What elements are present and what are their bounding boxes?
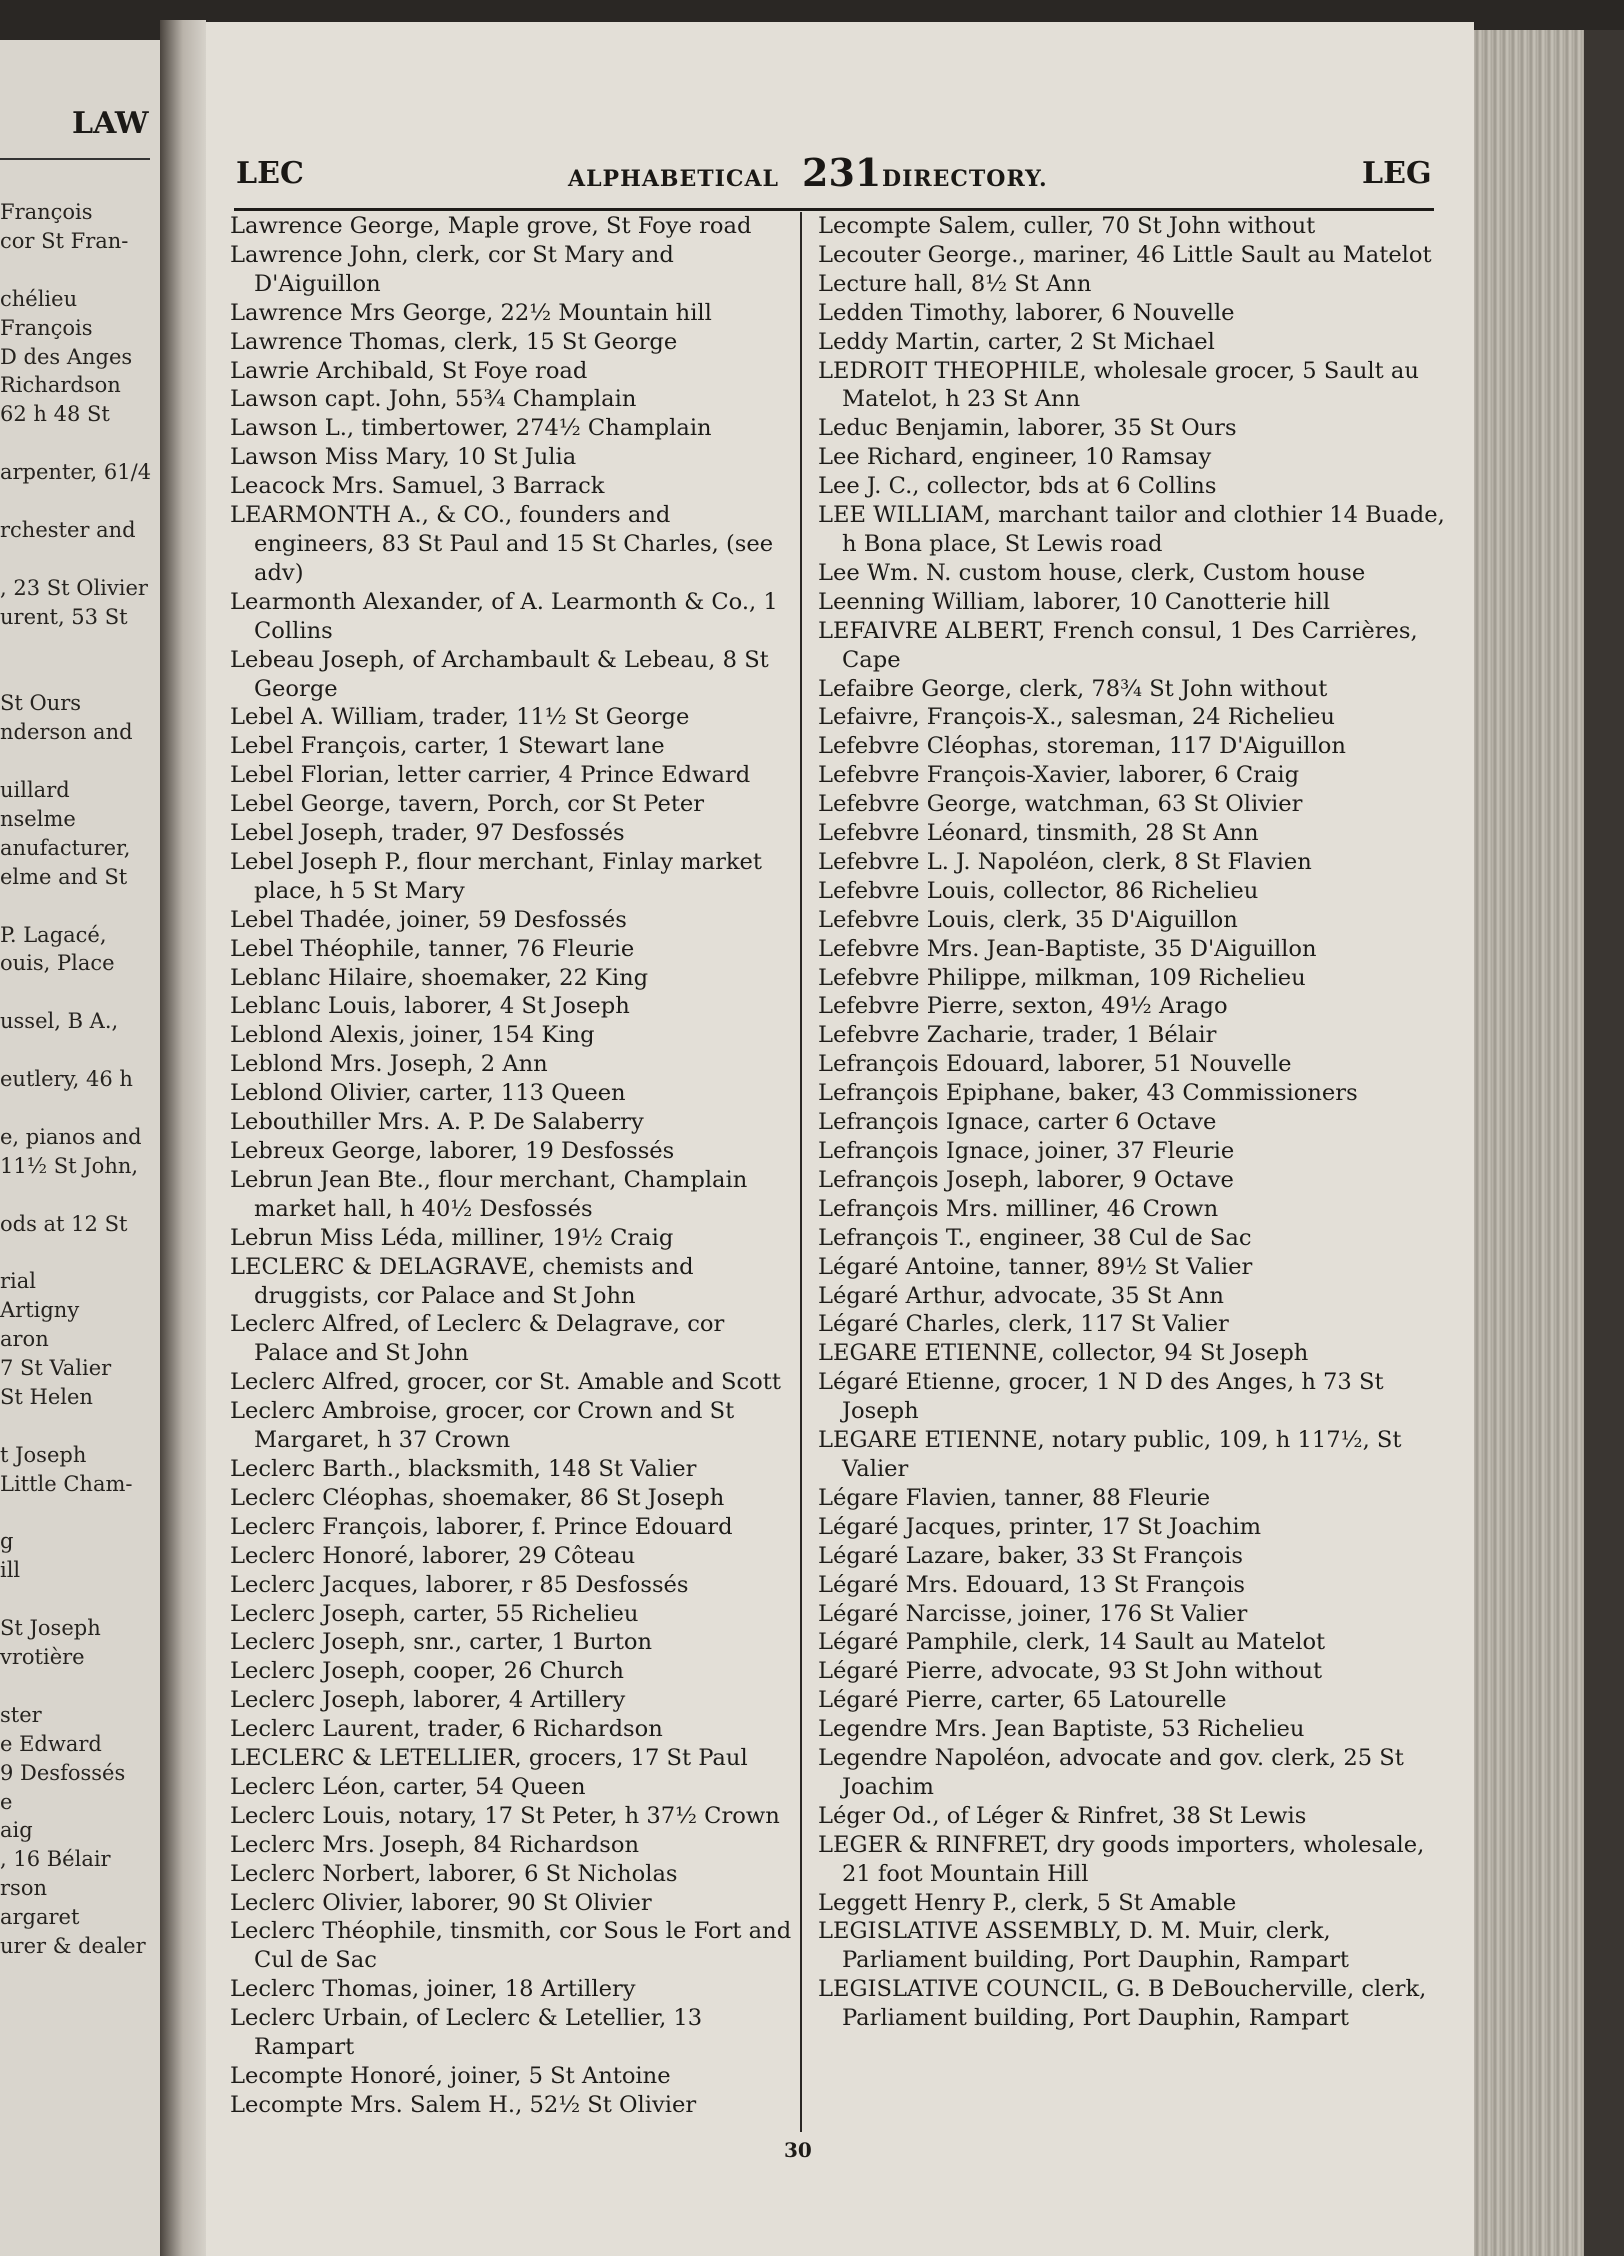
directory-entry: LEGER & RINFRET, dry goods importers, wholesale, 21 foot Mountain Hill (818, 1831, 1425, 1887)
facing-page-text-fragment: François (0, 200, 93, 224)
directory-entry: Légaré Etienne, grocer, 1 N D des Anges, h 73 St Joseph (818, 1369, 1384, 1425)
directory-entry: Lee Wm. N. custom house, clerk, Custom house (818, 559, 1366, 586)
directory-entry: LEGARE ETIENNE, collector, 94 St Joseph (818, 1340, 1309, 1367)
column-rule (800, 212, 802, 2132)
directory-entry: Lefebvre Philippe, milkman, 109 Richelieu (818, 964, 1306, 991)
directory-entry: Lefebvre François-Xavier, laborer, 6 Craig (818, 762, 1300, 789)
facing-page-text-fragment: argaret (0, 1905, 80, 1930)
facing-page-text-fragment: St Ours (0, 691, 82, 716)
directory-entry: Lebreux George, laborer, 19 Desfossés (230, 1138, 675, 1164)
header-rule (234, 208, 1434, 211)
directory-entry: Lefrançois Mrs. milliner, 46 Crown (818, 1195, 1219, 1222)
directory-entry: Lebel Florian, letter carrier, 4 Prince Edward (230, 762, 751, 789)
facing-page-text-fragment: , 16 Bélair (0, 1847, 111, 1872)
directory-entry: Légaré Pierre, carter, 65 Latourelle (818, 1687, 1227, 1714)
directory-entry: Lecompte Honoré, joiner, 5 St Antoine (230, 2063, 671, 2089)
facing-page-text-fragment: 11½ St John, (0, 1153, 139, 1178)
directory-entry: Lecture hall, 8½ St Ann (818, 270, 1092, 297)
directory-entry: Leclerc Louis, notary, 17 St Peter, h 37½ Crown (230, 1802, 780, 1829)
facing-page-text-fragment: Little Cham- (0, 1471, 133, 1496)
facing-page-text-fragment: rchester and (0, 517, 136, 542)
facing-page-text-fragment: arpenter, 61/4 (0, 460, 152, 485)
facing-page-header: LAW (72, 106, 149, 141)
directory-entry: Lebel Joseph, trader, 97 Desfossés (230, 820, 625, 847)
directory-entry: Lefebvre Léonard, tinsmith, 28 St Ann (818, 820, 1259, 847)
facing-page-text-fragment: nderson and (0, 720, 133, 745)
book-gutter (160, 20, 206, 2256)
facing-page-text-fragment: uillard (0, 778, 70, 802)
directory-entry: Leacock Mrs. Samuel, 3 Barrack (230, 473, 605, 500)
directory-entry: LEGISLATIVE ASSEMBLY, D. M. Muir, clerk, Parliament building, Port Dauphin, Rampart (818, 1918, 1350, 1974)
directory-entry: Lefaibre George, clerk, 78¾ St John without (818, 675, 1328, 702)
directory-entry: Lefebvre Mrs. Jean-Baptiste, 35 D'Aiguillon (818, 935, 1317, 962)
directory-entry: Leclerc Théophile, tinsmith, cor Sous le Fort and Cul de Sac (230, 1918, 792, 1974)
directory-page (206, 22, 1474, 2256)
facing-page-text-fragment: St Helen (0, 1384, 93, 1409)
directory-entry: Légaré Antoine, tanner, 89½ St Valier (818, 1253, 1253, 1280)
directory-entry: Lebel George, tavern, Porch, cor St Peter (230, 791, 705, 818)
directory-entry: Lee J. C., collector, bds at 6 Collins (818, 473, 1217, 500)
facing-page-text-fragment: e Edward (0, 1731, 102, 1756)
header-title-left: ALPHABETICAL (568, 166, 780, 192)
directory-entry: LEGARE ETIENNE, notary public, 109, h 117½, St Valier (818, 1427, 1402, 1482)
directory-entry: Lecompte Salem, culler, 70 St John without (818, 213, 1316, 239)
directory-entry: Lefebvre Louis, clerk, 35 D'Aiguillon (818, 906, 1238, 933)
directory-entry: Léger Od., of Léger & Rinfret, 38 St Lewis (818, 1802, 1307, 1829)
facing-page-rule (0, 158, 150, 160)
directory-entry: Lee Richard, engineer, 10 Ramsay (818, 444, 1212, 471)
facing-page-text-fragment: anufacturer, (0, 835, 131, 860)
directory-entry: Leclerc Thomas, joiner, 18 Artillery (230, 1976, 636, 2003)
left-column (230, 212, 798, 2120)
directory-entry: Leclerc Urbain, of Leclerc & Letellier, 13 Rampart (230, 2005, 703, 2061)
facing-page-text-fragment: ouis, Place (0, 951, 115, 976)
facing-page-text-fragment: e, pianos and (0, 1124, 142, 1149)
directory-entry: Leclerc Joseph, carter, 55 Richelieu (230, 1600, 639, 1627)
directory-entry: Lawson Miss Mary, 10 St Julia (230, 444, 577, 471)
facing-page-text-fragment: eutlery, 46 h (0, 1067, 133, 1091)
directory-entry: LEDROIT THEOPHILE, wholesale grocer, 5 Sault au Matelot, h 23 St Ann (818, 357, 1419, 413)
directory-entry: Lecompte Mrs. Salem H., 52½ St Olivier (230, 2091, 697, 2118)
directory-entry: Légaré Pamphile, clerk, 14 Sault au Matelot (818, 1629, 1326, 1656)
directory-entry: Lawson capt. John, 55¾ Champlain (230, 386, 637, 413)
facing-page-text-fragment: Richardson (0, 373, 121, 398)
directory-entry: Lebrun Jean Bte., flour merchant, Champlain market hall, h 40½ Desfossés (230, 1166, 748, 1222)
facing-page-text-fragment: ster (0, 1702, 42, 1727)
directory-entry: Lefaivre, François-X., salesman, 24 Richelieu (818, 704, 1335, 731)
facing-page-text-fragment: g (0, 1529, 14, 1554)
directory-entry: Légaré Lazare, baker, 33 St François (818, 1542, 1243, 1569)
page-number: 231 (802, 150, 882, 195)
facing-page-text-fragment: St Joseph (0, 1616, 101, 1641)
directory-entry: Lebel Théophile, tanner, 76 Fleurie (230, 935, 635, 962)
facing-page-text-fragment: cor St Fran- (0, 228, 129, 253)
directory-entry: Leclerc Joseph, snr., carter, 1 Burton (230, 1629, 653, 1656)
right-column (818, 212, 1448, 2033)
facing-page-text-fragment: Artigny (0, 1298, 80, 1323)
directory-entry: Lefrançois Ignace, joiner, 37 Fleurie (818, 1138, 1235, 1164)
directory-entry: Leddy Martin, carter, 2 St Michael (818, 328, 1215, 355)
directory-entry: Lefrançois Edouard, laborer, 51 Nouvelle (818, 1051, 1292, 1078)
facing-page-text-fragment: urent, 53 St (0, 604, 128, 629)
directory-entry: LEFAIVRE ALBERT, French consul, 1 Des Carrières, Cape (818, 617, 1418, 673)
directory-entry: Leclerc François, laborer, f. Prince Edouard (230, 1513, 733, 1540)
directory-entry: Lefebvre George, watchman, 63 St Olivier (818, 791, 1303, 818)
facing-page-text-fragment: P. Lagacé, (0, 922, 107, 947)
header-title-right: DIRECTORY. (882, 166, 1048, 192)
directory-entry: Légaré Charles, clerk, 117 St Valier (818, 1311, 1229, 1338)
directory-entry: Learmonth Alexander, of A. Learmonth & Co., 1 Collins (230, 588, 778, 644)
directory-entry: Leblond Olivier, carter, 113 Queen (230, 1080, 626, 1107)
directory-entry: Lawrence Thomas, clerk, 15 St George (230, 328, 678, 355)
facing-page-text-fragment: nselme (0, 806, 76, 831)
directory-entry: Ledden Timothy, laborer, 6 Nouvelle (818, 299, 1235, 326)
directory-entry: LEGISLATIVE COUNCIL, G. B DeBoucherville, clerk, Parliament building, Port Dauphin, Rampart (818, 1976, 1427, 2032)
directory-entry: Legendre Mrs. Jean Baptiste, 53 Richelieu (818, 1716, 1305, 1743)
directory-entry: Leduc Benjamin, laborer, 35 St Ours (818, 415, 1237, 442)
directory-entry: Lawrence George, Maple grove, St Foye road (230, 213, 752, 239)
facing-page-text-fragment: elme and St (0, 864, 128, 889)
directory-entry: Lebeau Joseph, of Archambault & Lebeau, 8 St George (230, 646, 769, 702)
page-edges (1474, 30, 1624, 2256)
directory-entry: Leggett Henry P., clerk, 5 St Amable (818, 1889, 1237, 1916)
directory-entry: Légaré Narcisse, joiner, 176 St Valier (818, 1600, 1248, 1627)
directory-entry: Légaré Pierre, advocate, 93 St John without (818, 1658, 1323, 1685)
directory-entry: Leenning William, laborer, 10 Canotterie hill (818, 588, 1331, 615)
facing-page-text-fragment: aron (0, 1327, 49, 1352)
directory-entry: Lefebvre L. J. Napoléon, clerk, 8 St Flavien (818, 848, 1312, 875)
facing-page-text-fragment: e (0, 1789, 13, 1814)
facing-page-text-fragment: vrotière (0, 1645, 85, 1669)
facing-page-text-fragment: chélieu (0, 286, 78, 311)
directory-entry: Legendre Napoléon, advocate and gov. clerk, 25 St Joachim (818, 1745, 1404, 1800)
directory-entry: Légare Flavien, tanner, 88 Fleurie (818, 1484, 1211, 1511)
directory-entry: Légaré Arthur, advocate, 35 St Ann (818, 1282, 1224, 1309)
facing-page-text-fragment: rson (0, 1876, 47, 1901)
directory-entry: Leclerc Barth., blacksmith, 148 St Valier (230, 1455, 697, 1482)
directory-entry: Lefebvre Pierre, sexton, 49½ Arago (818, 993, 1228, 1020)
directory-entry: Leclerc Jacques, laborer, r 85 Desfossés (230, 1571, 689, 1598)
directory-entry: Lawson L., timbertower, 274½ Champlain (230, 415, 712, 442)
directory-entry: Lefrançois Ignace, carter 6 Octave (818, 1109, 1217, 1136)
facing-page-text-fragment: 62 h 48 St (0, 402, 110, 427)
facing-page-text-fragment: urer & dealer (0, 1934, 146, 1958)
facing-page-text-fragment: ods at 12 St (0, 1211, 128, 1236)
directory-entry: Lefrançois Joseph, laborer, 9 Octave (818, 1166, 1234, 1193)
directory-entry: Lebel Thadée, joiner, 59 Desfossés (230, 906, 627, 933)
directory-entry: Lebouthiller Mrs. A. P. De Salaberry (230, 1109, 644, 1136)
directory-entry: Leblond Alexis, joiner, 154 King (230, 1022, 595, 1049)
directory-entry: Leclerc Joseph, laborer, 4 Artillery (230, 1687, 626, 1714)
facing-page-text-fragment: ill (0, 1558, 21, 1583)
directory-entry: Leblond Mrs. Joseph, 2 Ann (230, 1051, 548, 1078)
directory-entry: LEARMONTH A., & CO., founders and engineers, 83 St Paul and 15 St Charles, (see adv) (230, 502, 774, 586)
facing-page-text-fragment: , 23 St Olivier (0, 575, 148, 600)
directory-entry: Leclerc Léon, carter, 54 Queen (230, 1773, 586, 1800)
directory-entry: Lefebvre Cléophas, storeman, 117 D'Aiguillon (818, 733, 1346, 760)
directory-entry: Leclerc Honoré, laborer, 29 Côteau (230, 1542, 636, 1569)
directory-entry: Lawrie Archibald, St Foye road (230, 357, 588, 384)
signature-folio: 30 (784, 2138, 812, 2162)
facing-page-fragment (0, 40, 162, 2256)
running-head (206, 150, 1474, 200)
directory-entry: Leclerc Alfred, of Leclerc & Delagrave, cor Palace and St John (230, 1311, 725, 1367)
directory-entry: Leclerc Norbert, laborer, 6 St Nicholas (230, 1860, 678, 1887)
directory-entry: Légaré Mrs. Edouard, 13 St François (818, 1571, 1246, 1598)
header-right-key: LEG (1362, 156, 1432, 191)
directory-entry: LEE WILLIAM, marchant tailor and clothier 14 Buade, h Bona place, St Lewis road (818, 502, 1445, 557)
directory-entry: Lawrence Mrs George, 22½ Mountain hill (230, 299, 712, 326)
directory-entry: Leclerc Alfred, grocer, cor St. Amable and Scott (230, 1369, 781, 1396)
directory-entry: Lebel Joseph P., flour merchant, Finlay market place, h 5 St Mary (230, 848, 763, 904)
facing-page-text-fragment: François (0, 315, 93, 340)
directory-entry: Lefrançois T., engineer, 38 Cul de Sac (818, 1224, 1252, 1251)
directory-entry: Leclerc Mrs. Joseph, 84 Richardson (230, 1831, 640, 1858)
header-left-key: LEC (236, 156, 304, 191)
directory-entry: Leblanc Louis, laborer, 4 St Joseph (230, 993, 630, 1020)
directory-entry: LECLERC & LETELLIER, grocers, 17 St Paul (230, 1745, 748, 1772)
directory-entry: Lebel François, carter, 1 Stewart lane (230, 733, 665, 760)
directory-entry: Leclerc Cléophas, shoemaker, 86 St Joseph (230, 1484, 725, 1511)
directory-entry: Leclerc Olivier, laborer, 90 St Olivier (230, 1889, 652, 1916)
directory-entry: Lecouter George., mariner, 46 Little Sault au Matelot (818, 241, 1432, 268)
directory-entry: Lefrançois Epiphane, baker, 43 Commissioners (818, 1080, 1358, 1107)
directory-entry: Leclerc Ambroise, grocer, cor Crown and St Margaret, h 37 Crown (230, 1398, 735, 1454)
directory-entry: Leblanc Hilaire, shoemaker, 22 King (230, 964, 649, 991)
facing-page-text-fragment: aig (0, 1818, 33, 1843)
directory-entry: Légaré Jacques, printer, 17 St Joachim (818, 1513, 1262, 1540)
facing-page-text-fragment: t Joseph (0, 1442, 87, 1467)
directory-entry: Leclerc Laurent, trader, 6 Richardson (230, 1716, 663, 1743)
directory-entry: Leclerc Joseph, cooper, 26 Church (230, 1658, 624, 1685)
directory-entry: Lefebvre Louis, collector, 86 Richelieu (818, 877, 1259, 904)
directory-entry: Lawrence John, clerk, cor St Mary and D'Aiguillon (230, 241, 674, 297)
facing-page-text-fragment: D des Anges (0, 344, 133, 369)
facing-page-text-fragment: 7 St Valier (0, 1356, 112, 1380)
facing-page-text-fragment: 9 Desfossés (0, 1760, 126, 1785)
directory-entry: Lefebvre Zacharie, trader, 1 Bélair (818, 1022, 1217, 1049)
directory-entry: LECLERC & DELAGRAVE, chemists and druggists, cor Palace and St John (230, 1253, 694, 1309)
facing-page-text-fragment: ussel, B A., (0, 1009, 119, 1034)
directory-entry: Lebel A. William, trader, 11½ St George (230, 704, 690, 731)
directory-entry: Lebrun Miss Léda, milliner, 19½ Craig (230, 1224, 674, 1251)
facing-page-text-fragment: rial (0, 1269, 36, 1294)
